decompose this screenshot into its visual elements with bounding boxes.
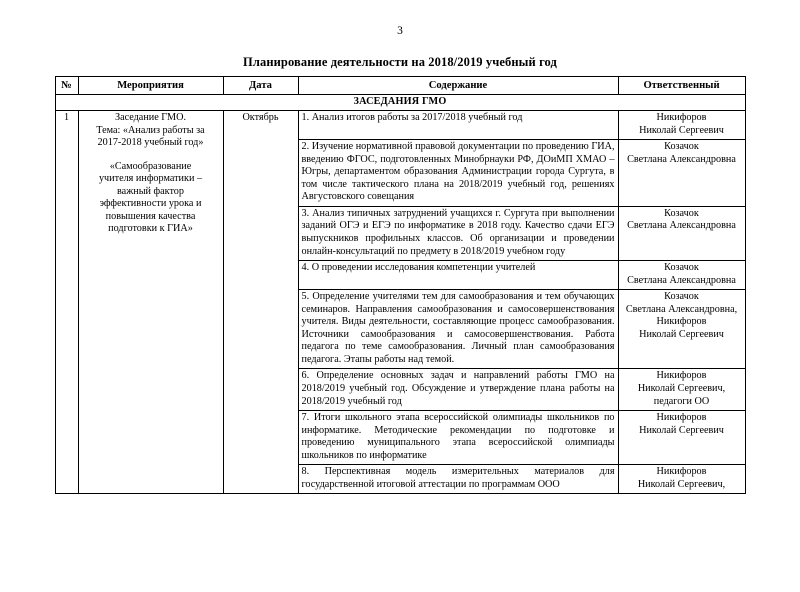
section-heading-row — [55, 94, 745, 111]
responsible-line: Николай Сергеевич — [639, 424, 724, 436]
responsible-line: Козачок — [664, 141, 699, 153]
content-cell: 4. О проведении исследования компетенции учителей — [298, 261, 618, 290]
responsible-line: Козачок — [664, 291, 699, 303]
responsible-line: педагоги ОО — [653, 395, 710, 407]
page-number: 3 — [397, 25, 403, 37]
table-row — [55, 111, 745, 140]
event-cell — [78, 111, 223, 494]
event-line-6: важный фактор — [117, 185, 184, 197]
column-header-responsible: Ответственный — [618, 76, 745, 94]
content-cell: 8. Перспективная модель измерительных материалов для государственной итоговой аттестации по программам ООО — [298, 465, 618, 494]
responsible-line: Никифоров — [656, 316, 707, 328]
planning-table — [55, 76, 746, 495]
event-line-4: «Самообразование — [109, 160, 192, 172]
responsible-line: Никифоров — [656, 412, 707, 424]
date-cell: Октябрь — [223, 111, 298, 494]
event-line-8: повышения качества — [105, 210, 196, 222]
content-cell: 1. Анализ итогов работы за 2017/2018 учебный год — [298, 111, 618, 140]
event-line-1: Заседание ГМО. — [114, 112, 187, 124]
responsible-cell — [618, 111, 745, 140]
responsible-line: Николай Сергеевич — [639, 124, 724, 136]
section-title: ЗАСЕДАНИЯ ГМО — [55, 94, 745, 111]
table-header-row — [55, 76, 745, 94]
responsible-line: Светлана Александровна — [627, 274, 736, 286]
responsible-line: Николай Сергеевич, — [637, 383, 726, 394]
responsible-line: Светлана Александровна — [627, 220, 736, 232]
column-header-content: Содержание — [298, 76, 618, 94]
column-header-event: Мероприятия — [78, 76, 223, 94]
content-cell: 7. Итоги школьного этапа всероссийской олимпиады школьников по информатике. Методические рекомендации по подготовке и проведению муниципального этапа всероссийской олимпиады школьников по информатике — [298, 411, 618, 465]
responsible-line: Николай Сергеевич, — [637, 478, 726, 490]
responsible-cell — [618, 411, 745, 465]
responsible-cell — [618, 465, 745, 494]
event-line-2: Тема: «Анализ работы за — [96, 124, 205, 136]
responsible-cell — [618, 206, 745, 260]
content-cell: 3. Анализ типичных затруднений учащихся г. Сургута при выполнении заданий ОГЭ и ЕГЭ по информатике в 2018 году. Качество сдачи ЕГЭ выпускников профильных классов. Об организации и проведении онлайн-консультаций по предмету в 2018/2019 учебном году — [298, 206, 618, 260]
event-line-5: учителя информатики – — [98, 173, 203, 185]
event-line-3: 2017-2018 учебный год» — [97, 137, 204, 149]
responsible-cell — [618, 261, 745, 290]
event-line-9: подготовки к ГИА» — [108, 223, 193, 235]
responsible-cell — [618, 369, 745, 411]
responsible-line: Светлана Александровна — [627, 153, 736, 165]
responsible-line: Светлана Александровна, — [625, 303, 738, 315]
responsible-line: Никифоров — [656, 370, 707, 382]
responsible-cell — [618, 290, 745, 369]
responsible-line: Никифоров — [656, 466, 707, 478]
content-cell: 2. Изучение нормативной правовой документации по проведению ГИА, введению ФГОС, подготовленных Минобрнауки РФ, ДОиМП ХМАО – Югры, департаментом образования Администрации города Сургута, в том числе тактического плана на 2018/2019 учебный год, решениях Августовского совещания — [298, 140, 618, 207]
document-page — [0, 26, 800, 592]
row-number: 1 — [55, 111, 78, 494]
content-cell: 5. Определение учителями тем для самообразования и тем обучающих семинаров. Направления самообразования и самосовершенствования учителя. Виды деятельности, составляющие процесс самообразования. Источники самообразования и самосовершенствования. Работа педагога по теме самообразования. Личный план самообразования педагога. Этапы работы над темой. — [298, 290, 618, 369]
responsible-line: Никифоров — [656, 112, 707, 124]
page-title: Планирование деятельности на 2018/2019 учебный год — [243, 54, 557, 69]
responsible-cell — [618, 140, 745, 207]
responsible-line: Козачок — [664, 262, 699, 274]
column-header-number: № — [55, 76, 78, 94]
responsible-line: Николай Сергеевич — [639, 328, 724, 340]
responsible-line: Козачок — [664, 207, 699, 219]
column-header-date: Дата — [223, 76, 298, 94]
event-line-7: эффективности урока и — [99, 198, 202, 210]
event-spacer — [82, 150, 220, 161]
content-cell: 6. Определение основных задач и направлений работы ГМО на 2018/2019 учебный год. Обсуждение и утверждение плана работы на 2018/2019 учебный год — [298, 369, 618, 411]
